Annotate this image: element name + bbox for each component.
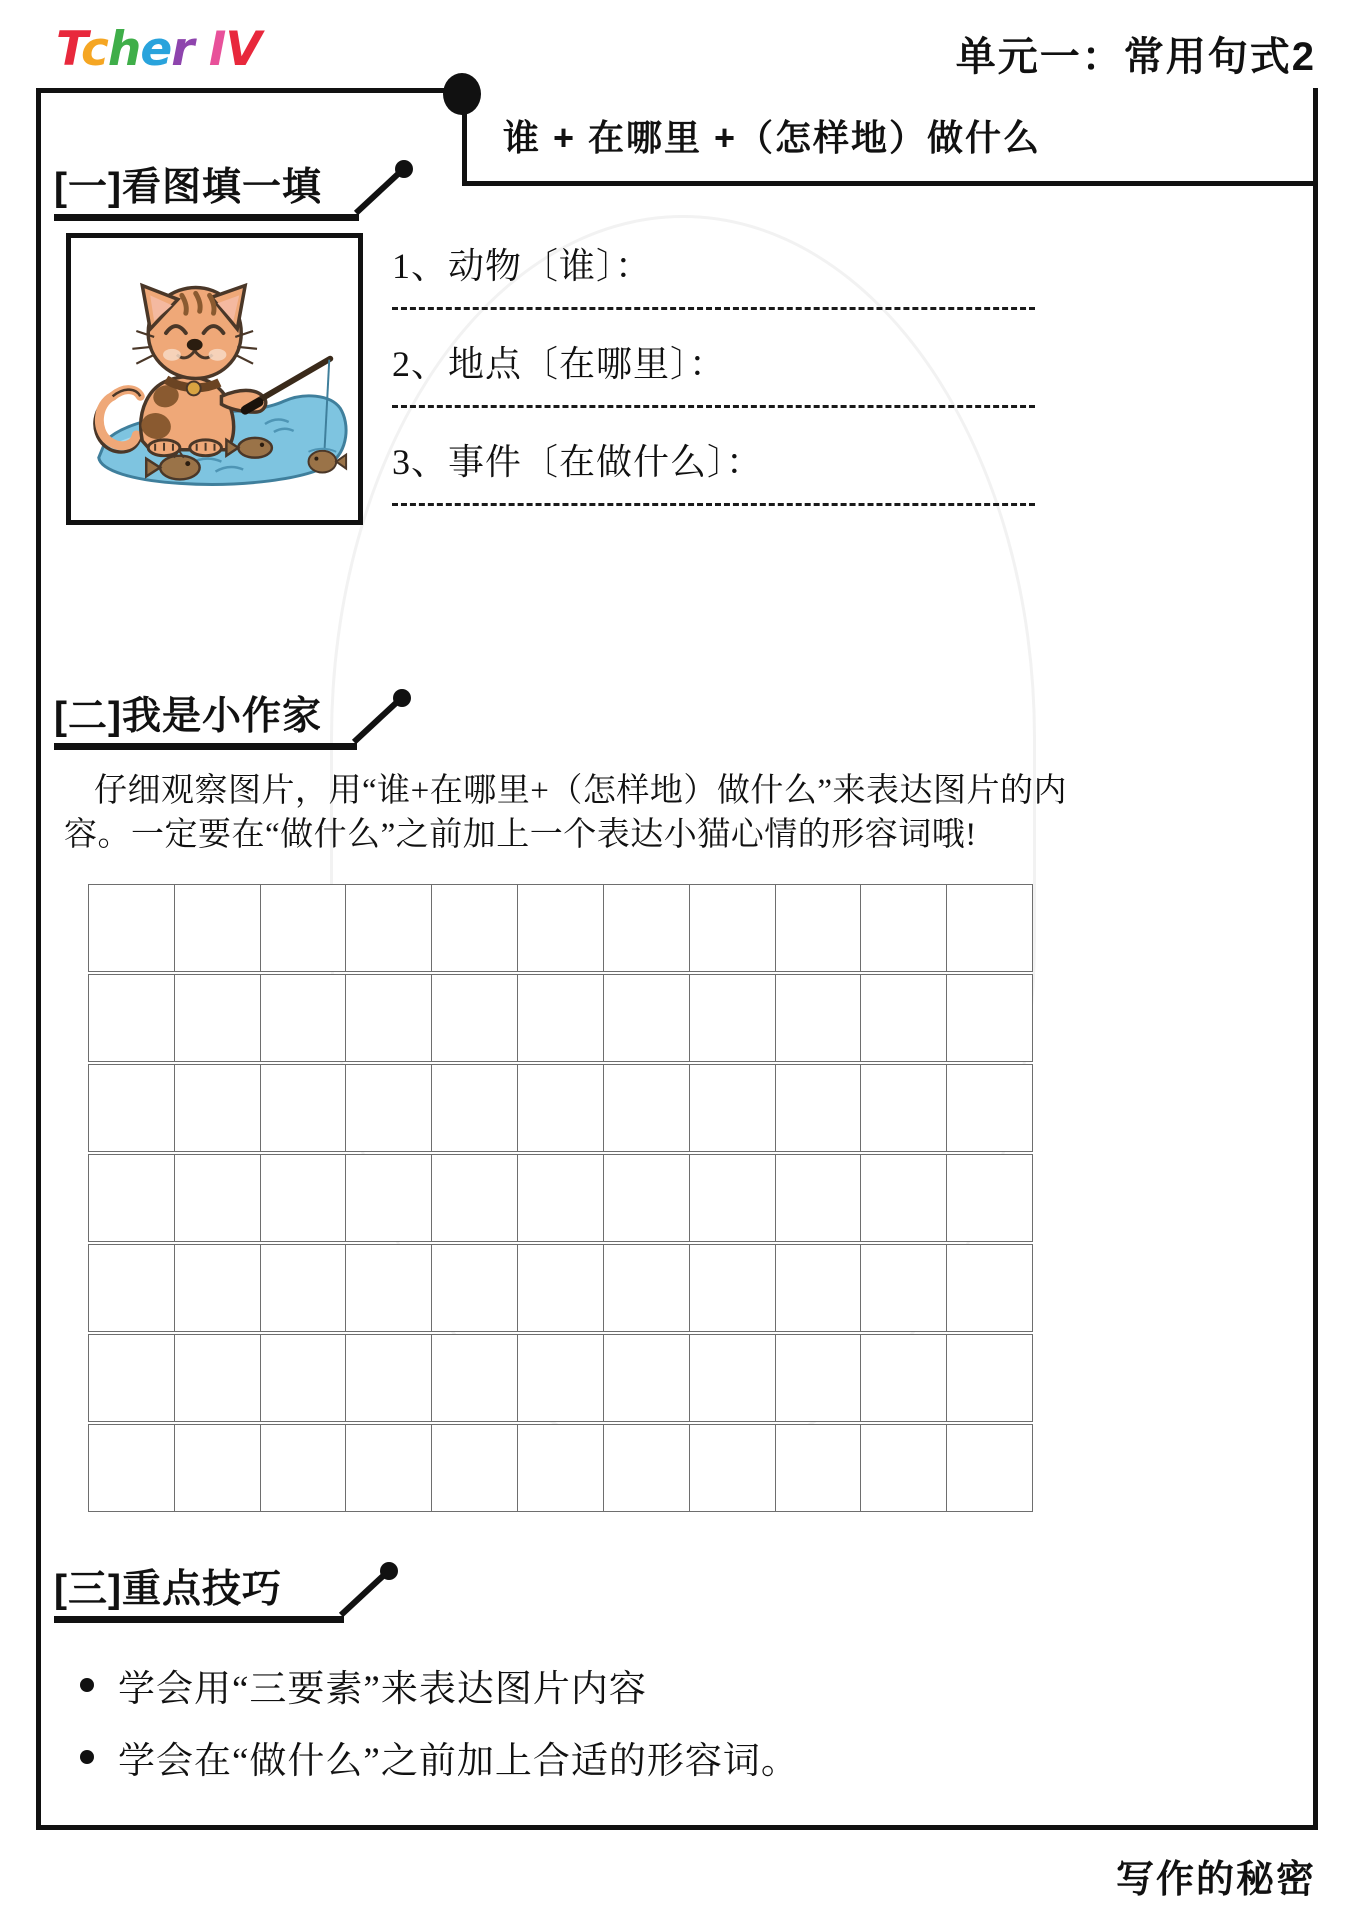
writing-instruction <box>64 770 1254 858</box>
grid-cell[interactable] <box>861 1155 947 1241</box>
grid-cell[interactable] <box>261 1335 347 1421</box>
grid-cell[interactable] <box>432 1245 518 1331</box>
section-three-rule <box>54 1616 344 1623</box>
grid-cell[interactable] <box>518 1335 604 1421</box>
grid-cell[interactable] <box>604 975 690 1061</box>
section-one-label: [一]看图填一填 <box>54 166 322 209</box>
page-title: 单元一：常用句式2 <box>955 35 1316 79</box>
grid-cell[interactable] <box>690 1335 776 1421</box>
grid-cell[interactable] <box>518 1065 604 1151</box>
fill-in-list <box>392 238 1040 506</box>
formula-pin-dot <box>443 73 481 115</box>
grid-cell[interactable] <box>947 1155 1032 1241</box>
fill-item <box>392 238 1040 310</box>
grid-cell[interactable] <box>861 1425 947 1511</box>
grid-cell[interactable] <box>776 1245 862 1331</box>
grid-cell[interactable] <box>175 1065 261 1151</box>
grid-cell[interactable] <box>346 975 432 1061</box>
fill-item-label: 1、动物〔谁〕： <box>392 246 653 286</box>
grid-row[interactable] <box>88 974 1033 1062</box>
grid-cell[interactable] <box>89 1245 175 1331</box>
grid-cell[interactable] <box>604 1335 690 1421</box>
grid-cell[interactable] <box>89 1425 175 1511</box>
logo-letter-0: T <box>56 22 82 77</box>
section-two-label: [二]我是小作家 <box>54 695 322 738</box>
grid-row[interactable] <box>88 1244 1033 1332</box>
grid-cell[interactable] <box>346 1425 432 1511</box>
grid-cell[interactable] <box>346 885 432 971</box>
grid-cell[interactable] <box>261 975 347 1061</box>
logo-letter-1: c <box>81 22 108 77</box>
grid-cell[interactable] <box>89 1335 175 1421</box>
grid-cell[interactable] <box>776 1155 862 1241</box>
logo-letter-6: I <box>208 22 226 77</box>
tip-text: 学会用“三要素”来表达图片内容 <box>118 1669 647 1710</box>
grid-cell[interactable] <box>947 1065 1032 1151</box>
grid-cell[interactable] <box>690 885 776 971</box>
list-item <box>80 1730 799 1784</box>
grid-cell[interactable] <box>861 1065 947 1151</box>
grid-cell[interactable] <box>261 1245 347 1331</box>
grid-cell[interactable] <box>604 1155 690 1241</box>
fill-answer-line[interactable] <box>392 405 1035 408</box>
grid-cell[interactable] <box>432 1155 518 1241</box>
grid-cell[interactable] <box>346 1065 432 1151</box>
spacer <box>392 310 1040 336</box>
grid-cell[interactable] <box>604 1065 690 1151</box>
grid-cell[interactable] <box>690 1245 776 1331</box>
grid-cell[interactable] <box>861 885 947 971</box>
logo-letter-7: V <box>225 22 261 77</box>
grid-cell[interactable] <box>432 975 518 1061</box>
grid-cell[interactable] <box>776 1335 862 1421</box>
grid-cell[interactable] <box>261 1155 347 1241</box>
grid-cell[interactable] <box>432 1335 518 1421</box>
cat-fishing-icon <box>71 238 358 520</box>
bullet-dot-icon <box>80 1750 94 1764</box>
grid-cell[interactable] <box>947 1335 1032 1421</box>
brand-logo <box>56 22 261 77</box>
picture-box <box>66 233 363 525</box>
grid-cell[interactable] <box>261 885 347 971</box>
grid-cell[interactable] <box>604 885 690 971</box>
logo-letter-5 <box>193 22 208 77</box>
grid-cell[interactable] <box>861 975 947 1061</box>
grid-cell[interactable] <box>89 975 175 1061</box>
section-heading-one <box>54 168 322 209</box>
logo-letter-4: r <box>171 22 194 77</box>
tip-text: 学会在“做什么”之前加上合适的形容词。 <box>118 1741 799 1782</box>
grid-cell[interactable] <box>175 1425 261 1511</box>
grid-row[interactable] <box>88 1424 1033 1512</box>
grid-cell[interactable] <box>518 1245 604 1331</box>
formula-banner <box>462 88 1318 186</box>
grid-cell[interactable] <box>947 975 1032 1061</box>
grid-cell[interactable] <box>89 1065 175 1151</box>
grid-cell[interactable] <box>346 1335 432 1421</box>
grid-cell[interactable] <box>261 1065 347 1151</box>
fill-item <box>392 434 1040 506</box>
grid-cell[interactable] <box>776 885 862 971</box>
grid-row[interactable] <box>88 1154 1033 1242</box>
grid-cell[interactable] <box>947 1245 1032 1331</box>
grid-cell[interactable] <box>518 885 604 971</box>
grid-cell[interactable] <box>861 1245 947 1331</box>
grid-cell[interactable] <box>947 1425 1032 1511</box>
fill-answer-line[interactable] <box>392 307 1035 310</box>
grid-cell[interactable] <box>175 885 261 971</box>
fill-item-label: 2、地点〔在哪里〕： <box>392 344 727 384</box>
grid-row[interactable] <box>88 1064 1033 1152</box>
grid-cell[interactable] <box>432 1425 518 1511</box>
grid-cell[interactable] <box>89 885 175 971</box>
tips-list <box>80 1658 799 1802</box>
section-one-rule <box>54 214 359 221</box>
grid-cell[interactable] <box>604 1425 690 1511</box>
grid-cell[interactable] <box>175 1155 261 1241</box>
grid-cell[interactable] <box>518 1155 604 1241</box>
section-three-label: [三]重点技巧 <box>54 1568 282 1611</box>
grid-cell[interactable] <box>690 1155 776 1241</box>
composition-grid[interactable] <box>88 884 1033 1512</box>
grid-row[interactable] <box>88 884 1033 972</box>
grid-cell[interactable] <box>776 1065 862 1151</box>
fill-answer-line[interactable] <box>392 503 1035 506</box>
section-heading-two <box>54 697 322 738</box>
grid-row[interactable] <box>88 1334 1033 1422</box>
grid-cell[interactable] <box>776 975 862 1061</box>
grid-cell[interactable] <box>604 1245 690 1331</box>
logo-letter-2: h <box>107 22 141 77</box>
grid-cell[interactable] <box>346 1245 432 1331</box>
bullet-dot-icon <box>80 1678 94 1692</box>
fill-item <box>392 336 1040 408</box>
grid-cell[interactable] <box>89 1155 175 1241</box>
fill-item-label: 3、事件〔在做什么〕： <box>392 442 764 482</box>
grid-cell[interactable] <box>690 1065 776 1151</box>
footer-text: 写作的秘密 <box>1115 1859 1316 1901</box>
formula-text: 谁 + 在哪里 +（怎样地）做什么 <box>503 117 1042 158</box>
grid-cell[interactable] <box>518 975 604 1061</box>
grid-cell[interactable] <box>690 975 776 1061</box>
logo-letter-3: e <box>140 22 172 77</box>
grid-cell[interactable] <box>776 1425 862 1511</box>
section-heading-three <box>54 1570 282 1611</box>
grid-cell[interactable] <box>261 1425 347 1511</box>
list-item <box>80 1658 799 1712</box>
grid-cell[interactable] <box>175 1335 261 1421</box>
spacer <box>392 408 1040 434</box>
grid-cell[interactable] <box>175 1245 261 1331</box>
grid-cell[interactable] <box>690 1425 776 1511</box>
grid-cell[interactable] <box>432 885 518 971</box>
instruction-line-2: 容。一定要在“做什么”之前加上一个表达小猫心情的形容词哦! <box>64 816 977 853</box>
grid-cell[interactable] <box>861 1335 947 1421</box>
grid-cell[interactable] <box>346 1155 432 1241</box>
instruction-line-1: 仔细观察图片，用“谁+在哪里+（怎样地）做什么”来表达图片的内 <box>94 773 1068 809</box>
grid-cell[interactable] <box>947 885 1032 971</box>
grid-cell[interactable] <box>175 975 261 1061</box>
section-two-rule <box>54 743 357 750</box>
grid-cell[interactable] <box>518 1425 604 1511</box>
grid-cell[interactable] <box>432 1065 518 1151</box>
